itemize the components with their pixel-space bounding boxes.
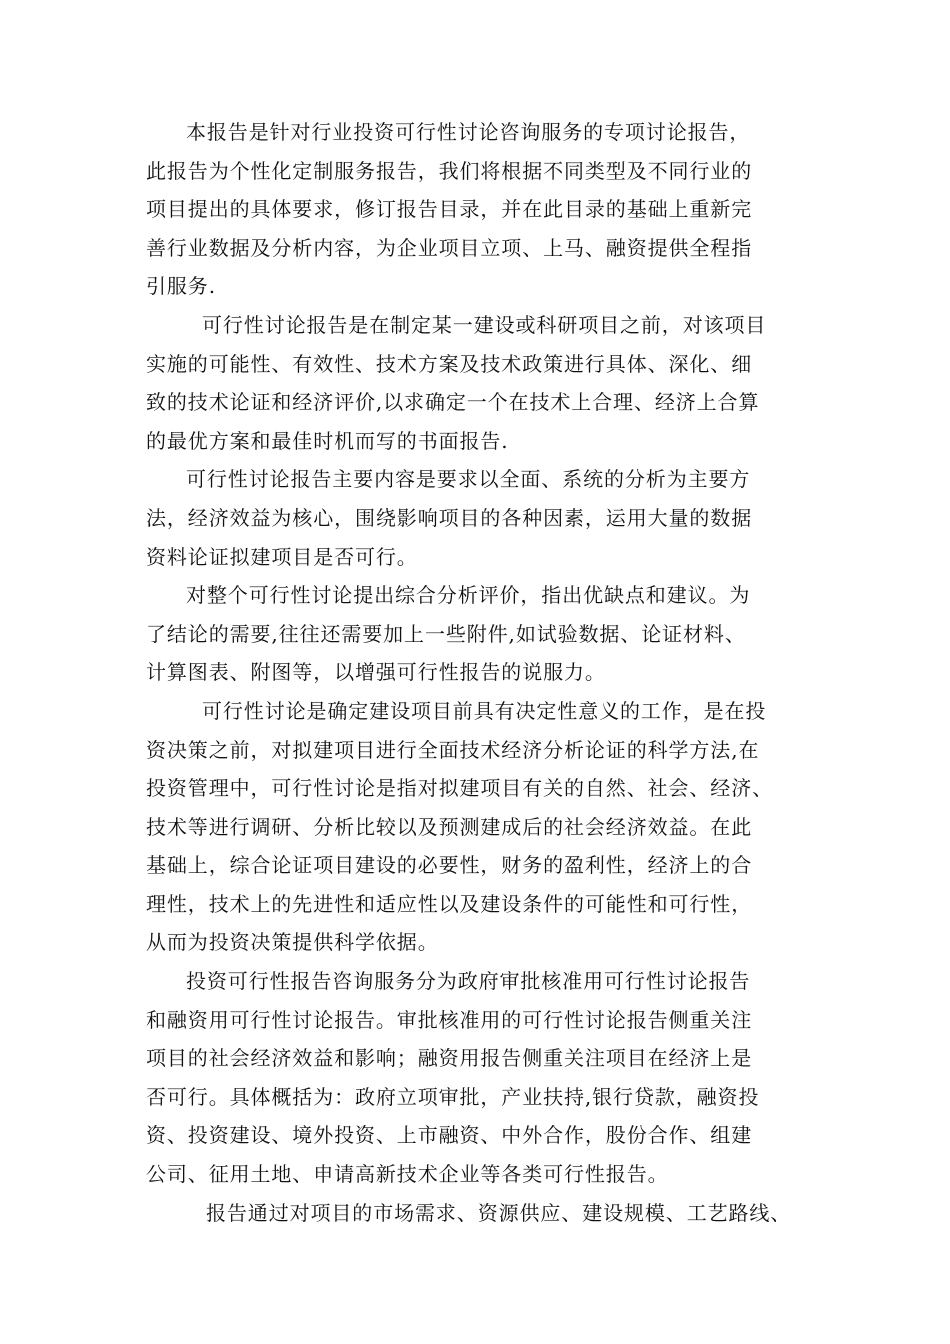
text-line: 可行性讨论报告是在制定某一建设或科研项目之前，对该项目 xyxy=(202,312,767,337)
text-line: 项目的社会经济效益和影响；融资用报告侧重关注项目在经济上是 xyxy=(146,1046,753,1071)
text-line: 资、投资建设、境外投资、上市融资、中外合作，股份合作、组建 xyxy=(146,1123,753,1148)
text-line: 和融资用可行性讨论报告。审批核准用的可行性讨论报告侧重关注 xyxy=(146,1007,753,1032)
text-line: 项目提出的具体要求，修订报告目录，并在此目录的基础上重新完 xyxy=(146,197,753,222)
text-line: 了结论的需要,往往还需要加上一些附件,如试验数据、论证材料、 xyxy=(146,621,746,646)
text-line: 可行性讨论报告主要内容是要求以全面、系统的分析为主要方 xyxy=(186,467,751,492)
text-line: 报告通过对项目的市场需求、资源供应、建设规模、工艺路线、 xyxy=(206,1200,792,1225)
text-line: 引服务. xyxy=(146,274,216,299)
text-line: 本报告是针对行业投资可行性讨论咨询服务的专项讨论报告， xyxy=(186,120,751,144)
text-line: 可行性讨论是确定建设项目前具有决定性意义的工作，是在投 xyxy=(202,698,767,723)
text-line: 计算图表、附图等，以增强可行性报告的说服力。 xyxy=(146,660,606,685)
text-line: 技术等进行调研、分析比较以及预测建成后的社会经济效益。在此 xyxy=(146,814,753,839)
text-line: 善行业数据及分析内容，为企业项目立项、上马、融资提供全程指 xyxy=(146,235,753,260)
document-body xyxy=(146,113,826,1232)
text-line: 的最优方案和最佳时机而写的书面报告. xyxy=(146,428,509,453)
text-line: 理性，技术上的先进性和适应性以及建设条件的可能性和可行性， xyxy=(146,891,753,916)
paragraph xyxy=(146,460,826,576)
text-line: 资料论证拟建项目是否可行。 xyxy=(146,544,418,569)
text-line: 实施的可能性、有效性、技术方案及技术政策进行具体、深化、细 xyxy=(146,351,753,376)
text-line: 公司、征用土地、申请高新技术企业等各类可行性报告。 xyxy=(146,1162,669,1187)
paragraph xyxy=(146,306,826,460)
text-line: 致的技术论证和经济评价,以求确定一个在技术上合理、经济上合算 xyxy=(146,390,760,415)
text-line: 基础上，综合论证项目建设的必要性，财务的盈利性，经济上的合 xyxy=(146,853,753,878)
text-line: 否可行。具体概括为：政府立项审批，产业扶持,银行贷款，融资投 xyxy=(146,1084,760,1109)
text-line: 对整个可行性讨论提出综合分析评价，指出优缺点和建议。为 xyxy=(186,583,751,608)
text-line: 资决策之前，对拟建项目进行全面技术经济分析论证的科学方法,在 xyxy=(146,737,760,762)
paragraph xyxy=(146,113,826,306)
text-line: 法，经济效益为核心，围绕影响项目的各种因素，运用大量的数据 xyxy=(146,505,753,530)
text-line: 投资管理中，可行性讨论是指对拟建项目有关的自然、社会、经济、 xyxy=(146,776,773,801)
paragraph xyxy=(146,692,826,962)
text-line: 投资可行性报告咨询服务分为政府审批核准用可行性讨论报告 xyxy=(186,969,751,994)
text-line: 从而为投资决策提供科学依据。 xyxy=(146,930,439,955)
text-line: 此报告为个性化定制服务报告，我们将根据不同类型及不同行业的 xyxy=(146,158,753,183)
paragraph xyxy=(146,1194,826,1233)
paragraph xyxy=(146,576,826,692)
paragraph xyxy=(146,962,826,1194)
